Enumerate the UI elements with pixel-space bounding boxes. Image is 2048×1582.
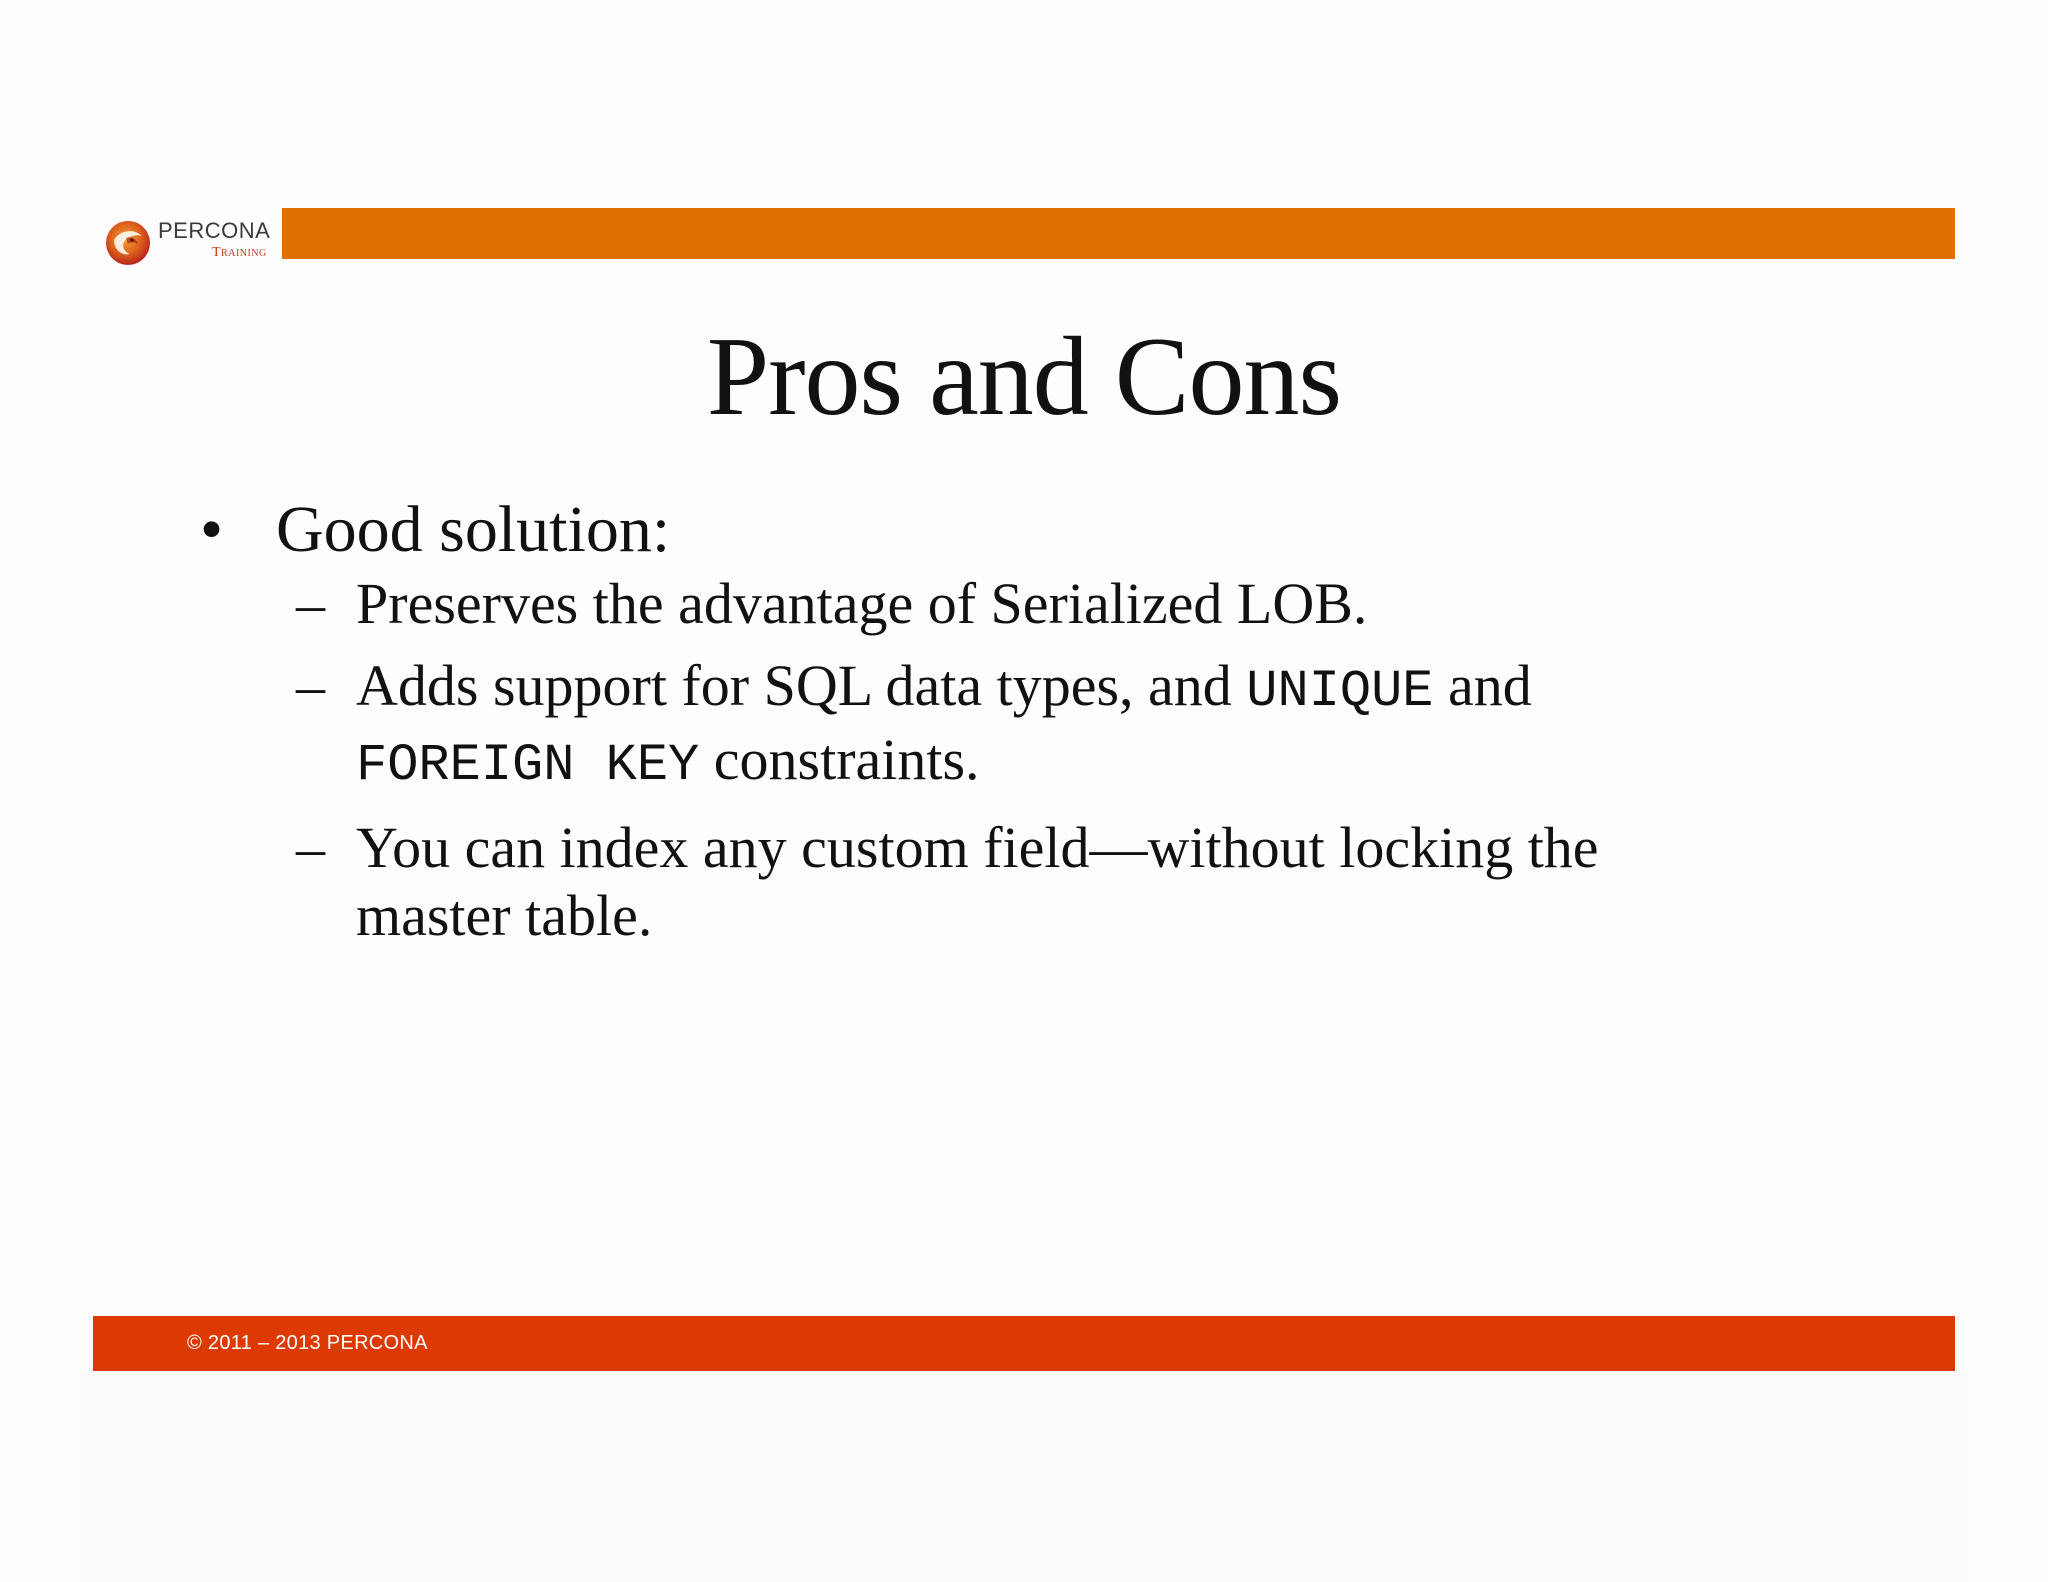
footer-copyright: © 2011 – 2013 PERCONA — [187, 1332, 428, 1354]
dash-icon: – — [296, 571, 325, 636]
sub-bullet-list — [200, 570, 1800, 950]
sub-bullet-item — [200, 652, 1800, 800]
bullet-item — [200, 490, 1800, 570]
header-bar — [282, 208, 1955, 259]
sub-bullet-text: You can index any custom field—without locking the — [356, 815, 1599, 880]
code-keyword: FOREIGN KEY — [356, 736, 700, 795]
logo-wordmark: PERCONA — [158, 218, 271, 243]
percona-fox-logo-icon — [104, 216, 152, 268]
bullet-icon: • — [200, 493, 224, 566]
sub-bullet-text: Preserves the advantage of Serialized LOB. — [356, 571, 1368, 636]
footer-bar — [93, 1316, 1955, 1371]
bullet-label: Good solution: — [276, 493, 671, 566]
sub-bullet-item — [200, 570, 1800, 638]
logo-subtitle: Training — [212, 245, 267, 260]
slide-content — [200, 490, 1800, 964]
code-keyword: UNIQUE — [1246, 662, 1434, 721]
sub-bullet-item — [200, 814, 1800, 950]
percona-logo — [104, 214, 284, 270]
dash-icon: – — [296, 815, 325, 880]
sub-bullet-text: constraints. — [699, 727, 980, 792]
sub-bullet-text: and — [1433, 653, 1532, 718]
dash-icon: – — [296, 653, 325, 718]
sub-bullet-text: Adds support for SQL data types, and — [356, 653, 1247, 718]
slide-title: Pros and Cons — [706, 315, 1342, 439]
lower-shade — [80, 1372, 1968, 1582]
sub-bullet-text: master table. — [356, 883, 653, 948]
